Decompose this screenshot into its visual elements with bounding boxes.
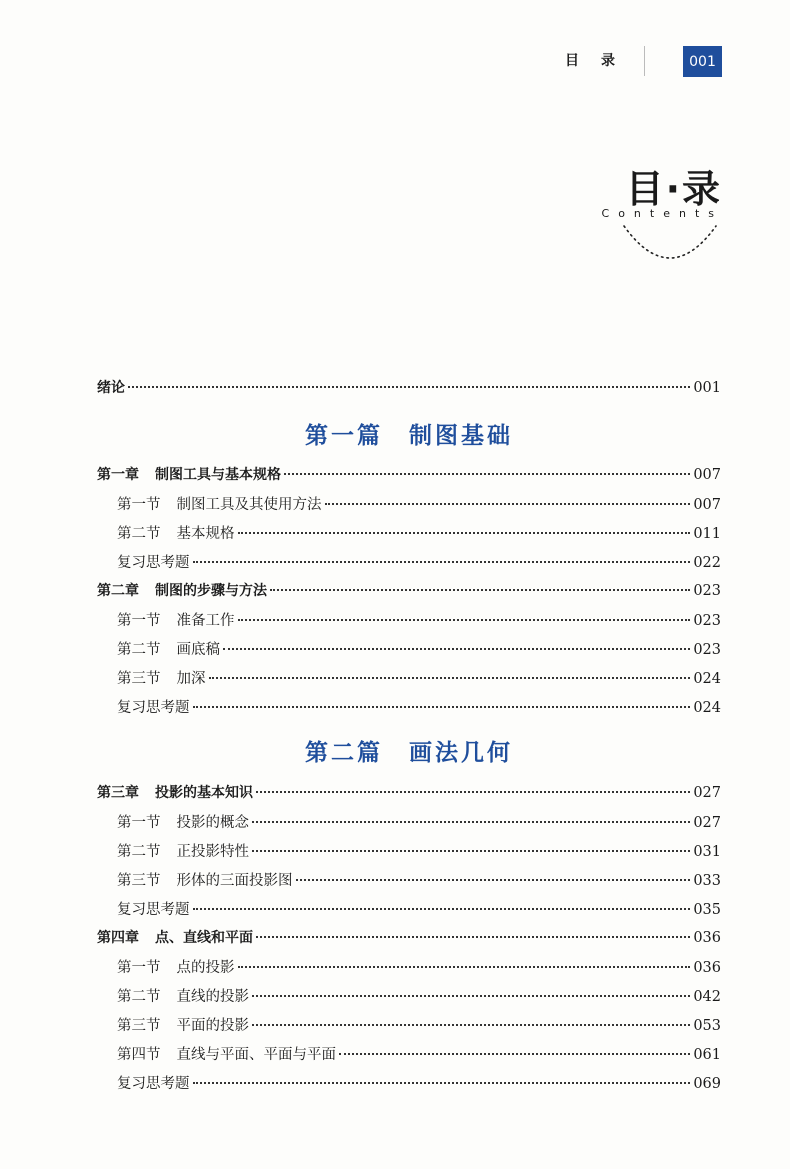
dot-leader	[284, 473, 690, 475]
toc-entry-page: 031	[693, 844, 721, 860]
section-title: 制图工具及其使用方法	[176, 497, 322, 513]
toc-entry-chapter[interactable]	[97, 782, 721, 804]
section-title: 平面的投影	[176, 1018, 249, 1034]
toc-entry-intro[interactable]	[97, 377, 721, 399]
chapter-number: 第三章	[97, 785, 139, 801]
section-number: 第二节	[117, 844, 161, 860]
dot-leader	[252, 1024, 690, 1026]
section-number: 第三节	[117, 873, 161, 889]
dot-leader	[256, 791, 690, 793]
dot-leader	[296, 879, 691, 881]
section-title: 直线的投影	[176, 989, 249, 1005]
toc-entry-page: 027	[693, 785, 721, 801]
dot-leader	[252, 821, 690, 823]
section-title: 基本规格	[176, 526, 235, 542]
part-name: 制图基础	[409, 422, 513, 449]
section-number: 第二节	[117, 526, 161, 542]
section-title: 投影的概念	[176, 815, 249, 831]
section-title: 形体的三面投影图	[176, 873, 293, 889]
chapter-title: 制图工具与基本规格	[155, 467, 281, 483]
toc-entry-page: 001	[693, 380, 721, 396]
page-title: 目·录	[625, 167, 722, 211]
section-title: 复习思考题	[117, 902, 190, 918]
toc-entry-section[interactable]	[97, 869, 721, 891]
chapter-number: 第一章	[97, 467, 139, 483]
section-number: 第一节	[117, 613, 161, 629]
section-title: 画底稿	[176, 642, 220, 658]
toc-entry-chapter[interactable]	[97, 580, 721, 602]
chapter-number: 第二章	[97, 583, 139, 599]
part-name: 画法几何	[409, 739, 513, 766]
toc-entry-section[interactable]	[97, 1043, 721, 1065]
toc-entry-page: 011	[693, 526, 721, 542]
toc-entry-section[interactable]	[97, 1014, 721, 1036]
section-title: 复习思考题	[117, 1076, 190, 1092]
section-number: 第一节	[117, 960, 161, 976]
toc-entry-page: 007	[693, 497, 721, 513]
section-number: 第四节	[117, 1047, 161, 1063]
chapter-title: 点、直线和平面	[155, 930, 253, 946]
part-title	[97, 734, 721, 767]
dot-leader	[339, 1053, 690, 1055]
section-number: 第二节	[117, 989, 161, 1005]
toc-entry-section[interactable]	[97, 638, 721, 660]
page-subtitle: Contents	[601, 207, 723, 220]
toc-entry-review[interactable]	[97, 898, 721, 920]
dot-leader	[238, 532, 691, 534]
toc-entry-page: 027	[693, 815, 721, 831]
section-number: 第三节	[117, 1018, 161, 1034]
dot-leader	[325, 503, 691, 505]
dot-leader	[193, 561, 691, 563]
toc-entry-page: 069	[693, 1076, 721, 1092]
toc-entry-section[interactable]	[97, 811, 721, 833]
toc-entry-section[interactable]	[97, 985, 721, 1007]
dot-leader	[256, 936, 690, 938]
section-title: 准备工作	[176, 613, 235, 629]
toc-entry-review[interactable]	[97, 1072, 721, 1094]
toc-entry-section[interactable]	[97, 956, 721, 978]
dot-leader	[193, 908, 691, 910]
section-title: 正投影特性	[176, 844, 249, 860]
toc-entry-page: 042	[693, 989, 721, 1005]
toc-entry-page: 022	[693, 555, 721, 571]
part-title	[97, 417, 721, 450]
toc-entry-section[interactable]	[97, 609, 721, 631]
toc-entry-section[interactable]	[97, 493, 721, 515]
running-header-title: 目录	[565, 53, 637, 69]
chapter-title: 投影的基本知识	[155, 785, 253, 801]
toc-entry-page: 035	[693, 902, 721, 918]
dot-leader	[270, 589, 690, 591]
part-number: 第一篇	[305, 422, 383, 449]
dot-leader	[209, 677, 691, 679]
toc-entry-page: 024	[693, 700, 721, 716]
part-number: 第二篇	[305, 739, 383, 766]
section-number: 第二节	[117, 642, 161, 658]
section-title: 加深	[176, 671, 206, 687]
section-number: 第一节	[117, 497, 161, 513]
decorative-dotted-arc	[620, 222, 720, 264]
toc-entry-page: 007	[693, 467, 721, 483]
toc-entry-chapter[interactable]	[97, 464, 721, 486]
toc-entry-review[interactable]	[97, 551, 721, 573]
dot-leader	[128, 386, 690, 388]
page-number-badge: 001	[683, 46, 722, 77]
dot-leader	[193, 1082, 691, 1084]
toc-entry-page: 061	[693, 1047, 721, 1063]
toc-entry-chapter[interactable]	[97, 927, 721, 949]
section-title: 复习思考题	[117, 555, 190, 571]
toc-entry-section[interactable]	[97, 667, 721, 689]
toc-entry-page: 023	[693, 583, 721, 599]
dot-leader	[252, 850, 690, 852]
section-number: 第三节	[117, 671, 161, 687]
toc-entry-page: 036	[693, 930, 721, 946]
dot-leader	[193, 706, 691, 708]
dot-leader	[252, 995, 690, 997]
section-title: 直线与平面、平面与平面	[176, 1047, 336, 1063]
section-number: 第一节	[117, 815, 161, 831]
section-title: 点的投影	[176, 960, 235, 976]
toc-entry-page: 024	[693, 671, 721, 687]
toc-entry-label: 绪论	[97, 380, 125, 396]
header-divider	[644, 46, 645, 76]
dot-leader	[238, 966, 691, 968]
toc-entry-page: 023	[693, 613, 721, 629]
toc-entry-page: 036	[693, 960, 721, 976]
dot-leader	[223, 648, 690, 650]
chapter-number: 第四章	[97, 930, 139, 946]
toc-entry-page: 033	[693, 873, 721, 889]
section-title: 复习思考题	[117, 700, 190, 716]
dot-leader	[238, 619, 691, 621]
toc-entry-review[interactable]	[97, 696, 721, 718]
toc-entry-section[interactable]	[97, 840, 721, 862]
toc-entry-page: 053	[693, 1018, 721, 1034]
toc-entry-page: 023	[693, 642, 721, 658]
chapter-title: 制图的步骤与方法	[155, 583, 267, 599]
toc-entry-section[interactable]	[97, 522, 721, 544]
